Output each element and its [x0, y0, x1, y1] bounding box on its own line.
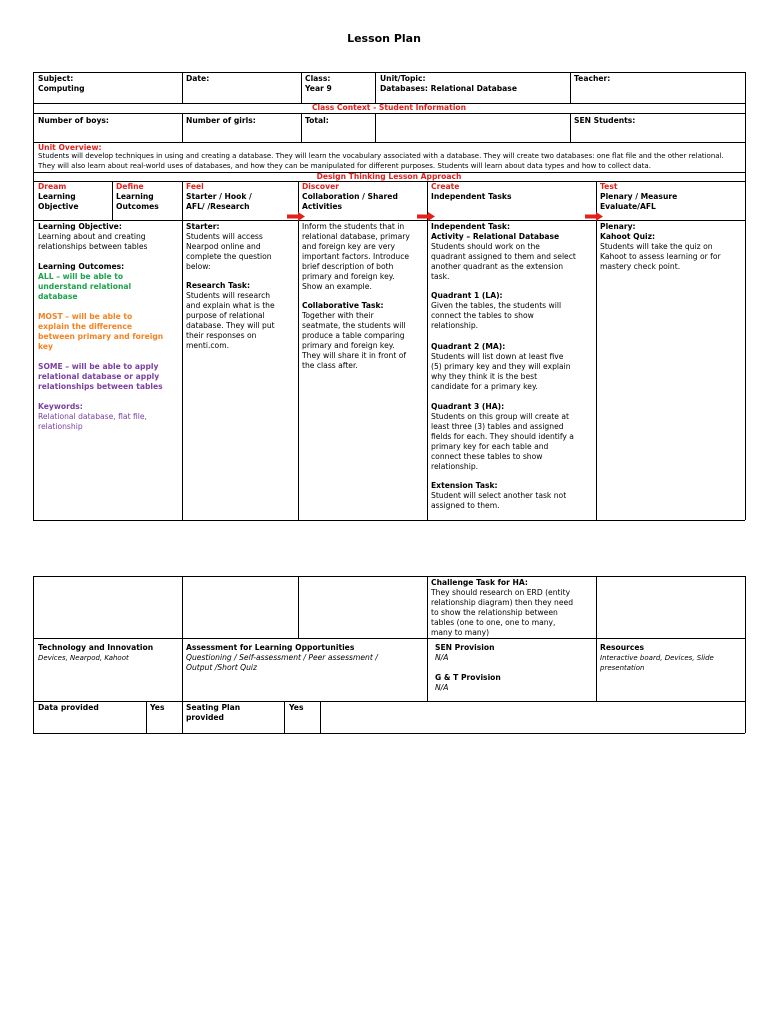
sen-provision-heading: SEN Provision: [435, 643, 495, 652]
girls-label: Number of girls:: [186, 116, 256, 125]
boys-label: Number of boys:: [38, 116, 109, 125]
collaborative-task-heading: Collaborative Task:: [302, 301, 384, 310]
resources-heading: Resources: [600, 643, 645, 652]
challenge-task-text: They should research on ERD (entity relationship diagram) then they need to show the relationship between tables (one to one, one to many, many to many): [431, 588, 574, 637]
class-label: Class:: [305, 74, 331, 83]
keywords-text: Relational database, flat file, relationship: [38, 412, 147, 431]
class-value: Year 9: [305, 84, 332, 93]
research-task-heading: Research Task:: [186, 281, 251, 290]
column-starter: Starter / Hook / AFL/ /Research: [186, 192, 252, 211]
keywords-heading: Keywords:: [38, 402, 83, 411]
afl-heading: Assessment for Learning Opportunities: [186, 643, 355, 652]
teacher-label: Teacher:: [574, 74, 611, 83]
unit-label: Unit/Topic:: [380, 74, 426, 83]
starter-heading: Starter:: [186, 222, 220, 231]
quadrant-1-heading: Quadrant 1 (LA):: [431, 291, 503, 300]
resources-text: Interactive board, Devices, Slide presentation: [600, 654, 714, 672]
independent-task-text: Students should work on the quadrant assigned to them and select another quadrant as the extension task.: [431, 242, 576, 281]
arrow-right-icon: [287, 212, 305, 221]
discover-text: Inform the students that in relational database, primary and foreign key are very important factors. Introduce brief description of both primary and foreign key. Show an example.: [302, 222, 410, 291]
learning-objective-text: Learning about and creating relationships between tables: [38, 232, 148, 251]
quadrant-1-text: Given the tables, the students will connect the tables to show relationship.: [431, 301, 562, 330]
arrow-right-icon: [585, 212, 603, 221]
learning-objective-heading: Learning Objective:: [38, 222, 122, 231]
seating-plan-label: Seating Plan provided: [186, 703, 241, 722]
starter-text: Students will access Nearpod online and complete the question below:: [186, 232, 272, 271]
outcome-all: ALL – will be able to understand relational database: [38, 272, 132, 301]
column-plenary: Plenary / Measure Evaluate/AFL: [600, 192, 678, 211]
gt-provision-heading: G & T Provision: [435, 673, 501, 682]
challenge-task-heading: Challenge Task for HA:: [431, 578, 528, 587]
extension-task-text: Student will select another task not assigned to them.: [431, 491, 567, 510]
gt-provision-text: N/A: [435, 683, 449, 692]
plenary-text: Students will take the quiz on Kahoot to assess learning or for mastery check point.: [600, 242, 721, 271]
plenary-heading: Plenary: Kahoot Quiz:: [600, 222, 656, 241]
stage-dream: Dream: [38, 182, 67, 191]
stage-discover: Discover: [302, 182, 339, 191]
subject-value: Computing: [38, 84, 85, 93]
learning-outcomes-heading: Learning Outcomes:: [38, 262, 125, 271]
sen-students-label: SEN Students:: [574, 116, 636, 125]
column-collaboration: Collaboration / Shared Activities: [302, 192, 398, 211]
design-thinking-heading: Design Thinking Lesson Approach: [316, 171, 462, 181]
column-independent-tasks: Independent Tasks: [431, 192, 512, 201]
quadrant-2-text: Students will list down at least five (5) primary key and they will explain why they think it is the best candidate for a primary key.: [431, 352, 571, 391]
stage-test: Test: [600, 182, 618, 191]
arrow-right-icon: [417, 212, 435, 221]
data-provided-value: Yes: [150, 703, 165, 712]
stage-define: Define: [116, 182, 144, 191]
unit-overview-text: Students will develop techniques in using and creating a database. They will learn the vocabulary associated with a database. They will create two databases: one flat file and the other relational. They will also learn about real-world uses of databases, and how they can be manipulated for different purposes. Students will learn about data types and how to collect data.: [38, 152, 724, 170]
quadrant-3-heading: Quadrant 3 (HA):: [431, 402, 505, 411]
seating-plan-value: Yes: [289, 703, 304, 712]
sen-provision-text: N/A: [435, 653, 449, 662]
stage-create: Create: [431, 182, 460, 191]
independent-task-heading: Independent Task: Activity – Relational Database: [431, 222, 560, 241]
research-task-text: Students will research and explain what is the purpose of relational database. They will put their responses on menti.com.: [186, 291, 275, 350]
column-learning-outcomes: Learning Outcomes: [116, 192, 159, 211]
subject-label: Subject:: [38, 74, 74, 83]
technology-text: Devices, Nearpod, Kahoot: [38, 654, 129, 662]
unit-value: Databases: Relational Database: [380, 84, 517, 93]
extension-task-heading: Extension Task:: [431, 481, 498, 490]
unit-overview-heading: Unit Overview:: [38, 143, 102, 152]
column-learning-objective: Learning Objective: [38, 192, 79, 211]
data-provided-label: Data provided: [38, 703, 99, 712]
date-label: Date:: [186, 74, 210, 83]
page-title: Lesson Plan: [347, 32, 421, 45]
afl-text: Questioning / Self-assessment / Peer assessment / Output /Short Quiz: [186, 653, 378, 672]
quadrant-3-text: Students on this group will create at least three (3) tables and assigned fields for each. They should identify a primary key for each table and connect these tables to show relationship.: [431, 412, 574, 471]
quadrant-2-heading: Quadrant 2 (MA):: [431, 342, 506, 351]
outcome-some: SOME – will be able to apply relational database or apply relationships between tables: [38, 362, 163, 391]
technology-heading: Technology and Innovation: [38, 643, 154, 652]
collaborative-task-text: Together with their seatmate, the students will produce a table comparing primary and foreign key. They will share it in front of the class after.: [302, 311, 407, 370]
class-context-heading: Class Context - Student Information: [311, 103, 467, 112]
total-label: Total:: [305, 116, 329, 125]
stage-feel: Feel: [186, 182, 204, 191]
outcome-most: MOST – will be able to explain the difference between primary and foreign key: [38, 312, 164, 351]
